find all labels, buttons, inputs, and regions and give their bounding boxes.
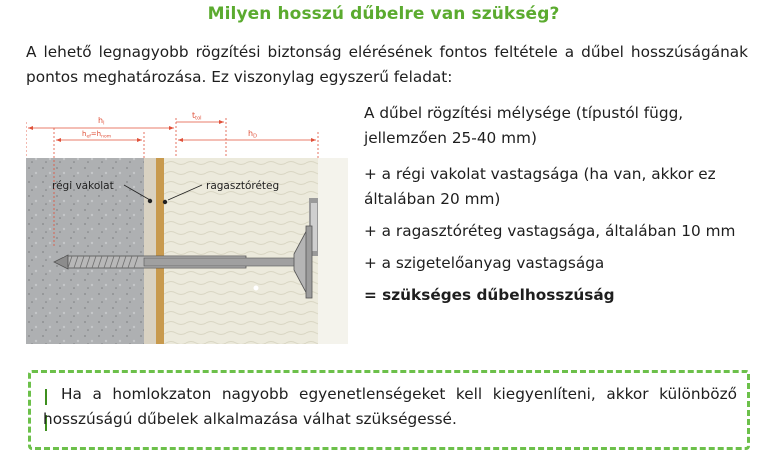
dowel-diagram-svg: [26, 108, 348, 344]
dim-hl-sub: l: [103, 120, 105, 127]
svg-text:ttol: [192, 111, 202, 122]
list-item-plaster-thickness: + a régi vakolat vastagsága (ha van, akkor ez általában 20 mm): [364, 165, 716, 208]
dim-ttol-sub: tol: [195, 115, 202, 122]
plaster-layer: [144, 158, 156, 344]
adhesive-layer: [156, 158, 164, 344]
list-item-adhesive-thickness: + a ragasztóréteg vastagsága, általában 10 mm: [364, 222, 736, 240]
dim-hd-sub: D: [253, 133, 257, 140]
list-item-insulation-thickness: + a szigetelőanyag vastagsága: [364, 254, 605, 272]
list-item-anchoring-depth: A dűbel rögzítési mélysége (típustól függ, jellemzően 25-40 mm): [364, 104, 684, 147]
dim-hd: h: [248, 129, 254, 138]
note-box: [28, 370, 750, 450]
svg-text:hl: [98, 116, 104, 127]
dim-hef-sub: ef: [86, 134, 91, 140]
list-result: = szükséges dűbelhosszúság: [364, 286, 615, 304]
dim-hef-eq: =h: [90, 130, 102, 138]
intro-paragraph: A lehető legnagyobb rögzítési biztonság elérésének fontos feltétele a dűbel hosszúságának pontos meghatározása. Ez viszonylag egyszerű feladat:: [26, 43, 748, 86]
label-adhesive-layer: ragasztóréteg: [206, 180, 280, 192]
dowel-diagram: [26, 108, 348, 344]
note-text: Ha a homlokzaton nagyobb egyenetlenségeket kell kiegyenlíteni, akkor különböző hosszúságú dűbelek alkalmazása válhat szükségessé.: [43, 385, 737, 428]
dim-hef: h: [82, 130, 87, 138]
dim-hl: h: [98, 116, 104, 125]
svg-text:hef=hnom: [82, 130, 111, 140]
page-title: Milyen hosszú dűbelre van szükség?: [207, 4, 560, 24]
label-old-plaster: régi vakolat: [52, 180, 114, 192]
dim-ttol: t: [192, 111, 196, 120]
dim-hnom-sub: nom: [101, 134, 112, 140]
svg-text:hD: [248, 129, 257, 140]
length-calculation-list: [364, 101, 756, 308]
render-layer: [318, 158, 348, 344]
